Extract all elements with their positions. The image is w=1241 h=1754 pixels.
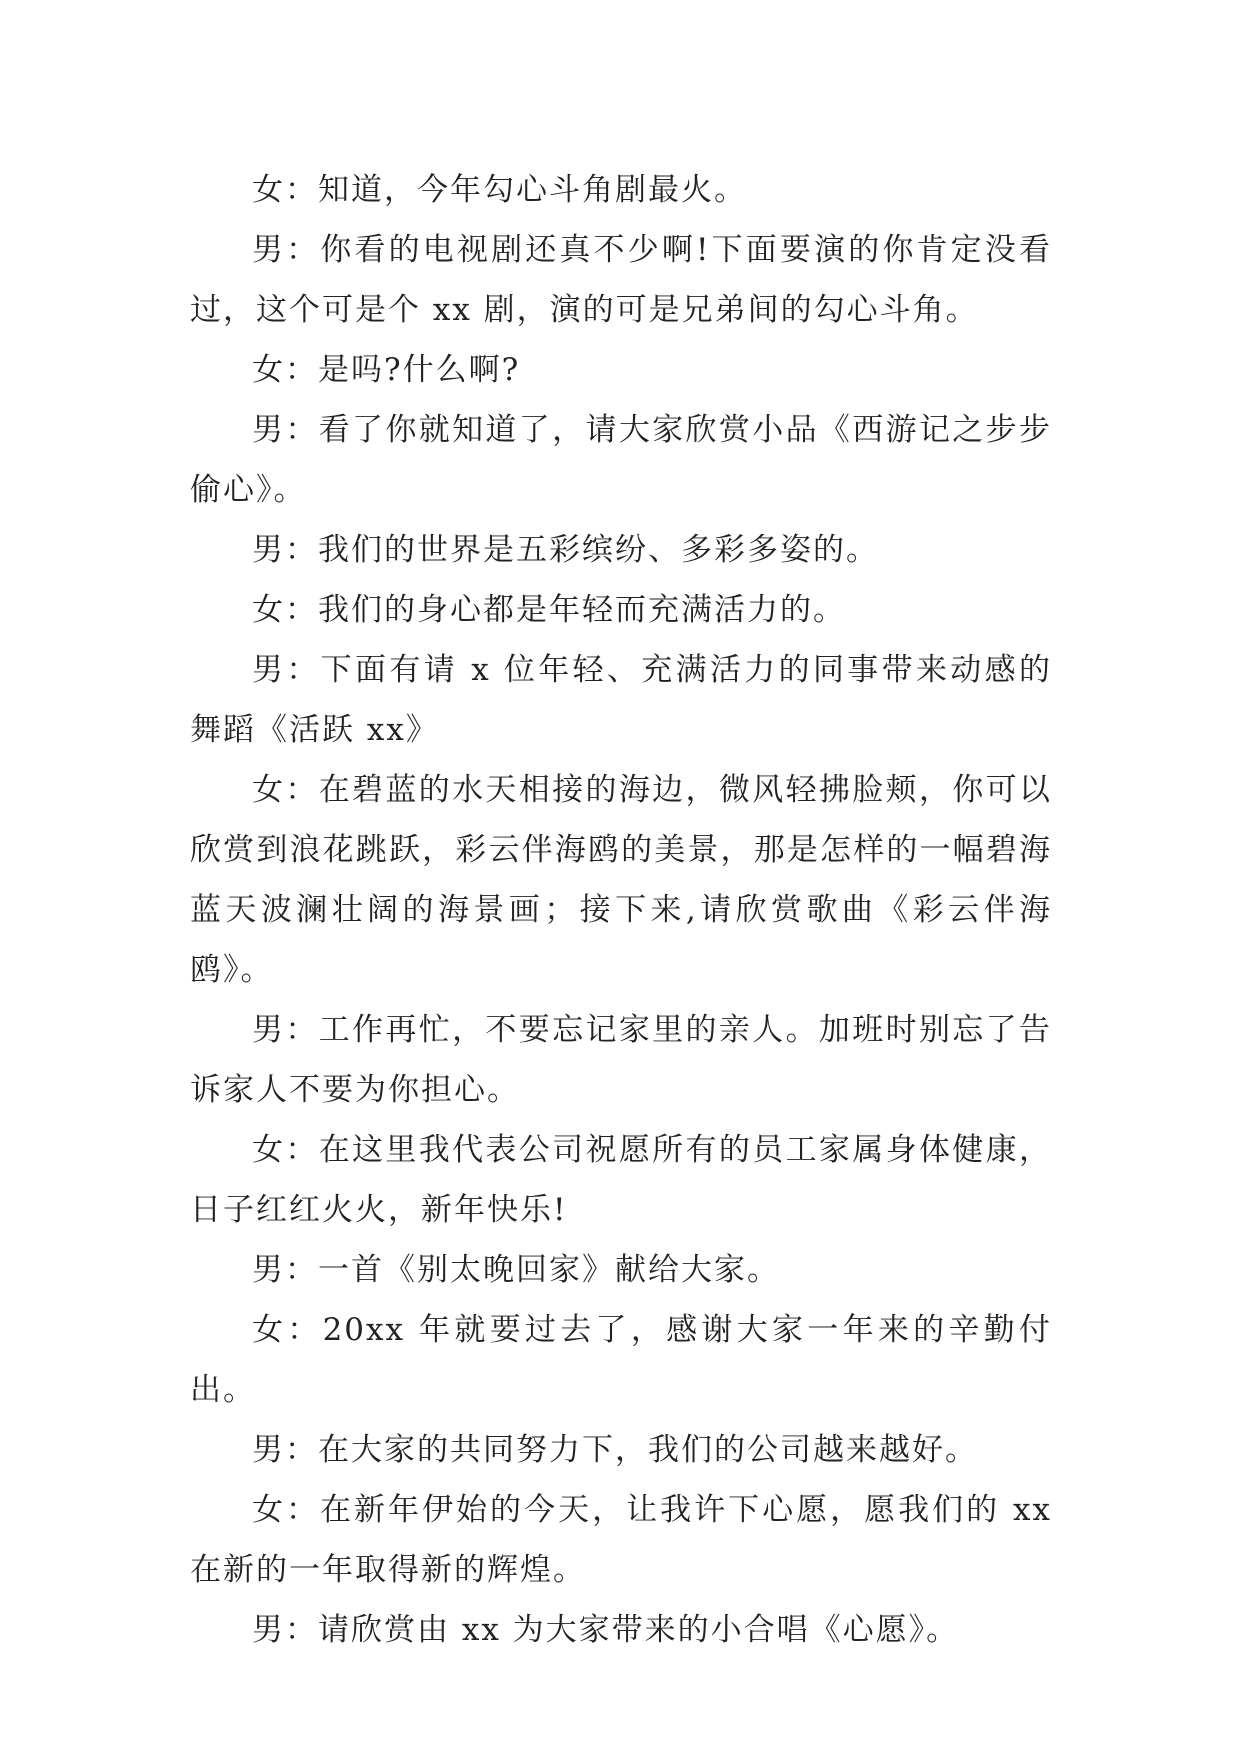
dialogue-paragraph: 女：20xx 年就要过去了，感谢大家一年来的辛勤付出。 [190, 1312, 1052, 1408]
dialogue-paragraph: 男：我们的世界是五彩缤纷、多彩多姿的。 [252, 532, 879, 568]
dialogue-paragraph: 女：在新年伊始的今天，让我许下心愿，愿我们的 xx 在新的一年取得新的辉煌。 [190, 1492, 1052, 1588]
dialogue-paragraph: 男：工作再忙，不要忘记家里的亲人。加班时别忘了告诉家人不要为你担心。 [190, 1012, 1052, 1108]
dialogue-paragraph: 男：看了你就知道了，请大家欣赏小品《西游记之步步偷心》。 [190, 412, 1052, 508]
dialogue-paragraph: 女：知道，今年勾心斗角剧最火。 [252, 172, 747, 208]
dialogue-paragraph: 男：请欣赏由 xx 为大家带来的小合唱《心愿》。 [252, 1612, 960, 1648]
dialogue-paragraph: 男：在大家的共同努力下，我们的公司越来越好。 [252, 1432, 978, 1468]
dialogue-paragraph: 女：是吗?什么啊? [252, 352, 521, 388]
dialogue-paragraph: 女：在碧蓝的水天相接的海边，微风轻拂脸颊，你可以欣赏到浪花跳跃，彩云伴海鸥的美景，那是怎样的一幅碧海蓝天波澜壮阔的海景画；接下来,请欣赏歌曲《彩云伴海鸥》。 [190, 772, 1052, 988]
dialogue-paragraph: 男：一首《别太晚回家》献给大家。 [252, 1252, 780, 1288]
dialogue-paragraph: 男：你看的电视剧还真不少啊!下面要演的你肯定没看过，这个可是个 xx 剧，演的可是兄弟间的勾心斗角。 [190, 232, 1052, 328]
dialogue-paragraph: 女：在这里我代表公司祝愿所有的员工家属身体健康，日子红红火火，新年快乐! [190, 1132, 1052, 1228]
dialogue-paragraph: 女：我们的身心都是年轻而充满活力的。 [252, 592, 846, 628]
dialogue-paragraph: 男：下面有请 x 位年轻、充满活力的同事带来动感的舞蹈《活跃 xx》 [190, 652, 1052, 748]
document-body [190, 160, 1052, 1660]
